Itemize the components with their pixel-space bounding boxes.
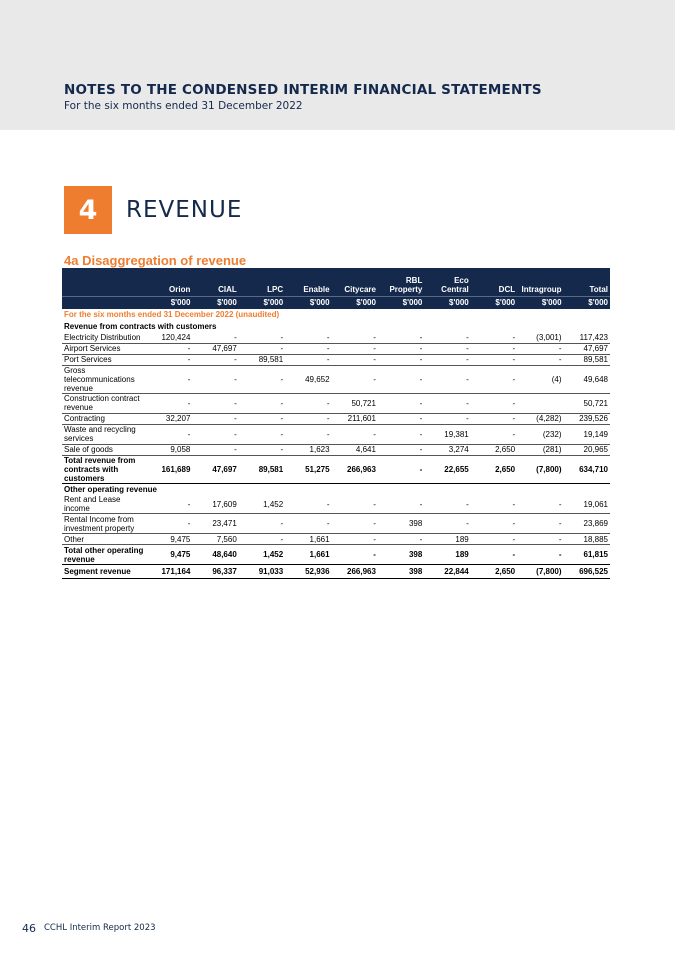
row-label: Waste and recycling services [62, 424, 146, 444]
cell-value: - [471, 424, 517, 444]
cell-value: - [192, 424, 238, 444]
cell-value: - [332, 343, 378, 354]
cell-value: (4) [517, 365, 563, 393]
cell-value: - [332, 424, 378, 444]
column-header-name: Enable [303, 284, 330, 294]
cell-value: (3,001) [517, 332, 563, 343]
cell-value: 23,869 [564, 514, 610, 534]
table-row [62, 495, 610, 514]
section-number-badge: 4 [64, 186, 112, 234]
cell-value: 18,885 [564, 534, 610, 545]
column-unit: $'000 [471, 296, 517, 309]
cell-value: - [378, 444, 424, 455]
cell-value: - [424, 365, 470, 393]
cell-value: - [424, 354, 470, 365]
cell-value: - [285, 413, 331, 424]
cell-value: 49,648 [564, 365, 610, 393]
row-label: Sale of goods [62, 444, 146, 455]
cell-value: - [424, 514, 470, 534]
subtotal-row [62, 455, 610, 483]
column-header [517, 268, 563, 296]
group-row [62, 483, 610, 495]
cell-value: - [285, 424, 331, 444]
row-label: Construction contract revenue [62, 393, 146, 413]
cell-value: - [517, 514, 563, 534]
cell-value: 23,471 [192, 514, 238, 534]
cell-value: 266,963 [332, 455, 378, 483]
cell-value: 9,475 [170, 550, 191, 559]
cell-value: - [192, 332, 238, 343]
column-header [332, 268, 378, 296]
cell-value: 32,207 [146, 413, 192, 424]
column-header-name: CIAL [218, 284, 237, 294]
cell-value: 189 [424, 534, 470, 545]
cell-value: - [192, 413, 238, 424]
row-label: Segment revenue [62, 565, 146, 579]
row-label: Rent and Lease income [62, 495, 146, 514]
cell-value: - [424, 413, 470, 424]
column-header [285, 268, 331, 296]
cell-value: 91,033 [239, 565, 285, 579]
cell-value: - [239, 514, 285, 534]
group-heading: Other operating revenue [64, 484, 157, 494]
column-header-top: Eco [454, 275, 469, 285]
cell-value: - [332, 514, 378, 534]
cell-value: - [512, 550, 516, 559]
cell-value: 4,641 [332, 444, 378, 455]
cell-value: - [517, 354, 563, 365]
cell-value: 398 [378, 514, 424, 534]
cell-value: 171,164 [146, 565, 192, 579]
row-label: Airport Services [62, 343, 146, 354]
cell-value: - [332, 354, 378, 365]
cell-value: - [192, 354, 238, 365]
cell-value: 50,721 [332, 393, 378, 413]
cell-value: 47,697 [564, 343, 610, 354]
cell-value: 17,609 [192, 495, 238, 514]
column-header-name: Property [389, 284, 423, 294]
cell-value: 1,661 [285, 534, 331, 545]
cell-value: - [517, 343, 563, 354]
table-row [62, 514, 610, 534]
cell-value: - [285, 495, 331, 514]
cell-value: 19,381 [424, 424, 470, 444]
cell-value: - [471, 365, 517, 393]
column-header-top: RBL [405, 275, 423, 285]
column-unit: $'000 [192, 296, 238, 309]
row-label: Gross telecommunications revenue [62, 365, 146, 393]
column-unit: $'000 [332, 296, 378, 309]
cell-value: - [239, 343, 285, 354]
cell-value: - [146, 495, 192, 514]
cell-value: 61,815 [583, 550, 608, 559]
cell-value: - [373, 550, 376, 559]
header-blank [62, 268, 146, 296]
cell-value: 1,623 [285, 444, 331, 455]
cell-value: 89,581 [239, 455, 285, 483]
row-label: Port Services [62, 354, 146, 365]
cell-value: 1,661 [309, 550, 330, 559]
cell-value: - [285, 343, 331, 354]
column-header-name: Citycare [344, 284, 376, 294]
cell-value: - [192, 444, 238, 455]
cell-value: 2,650 [471, 565, 517, 579]
cell-value: 2,650 [471, 455, 517, 483]
cell-value: 89,581 [239, 354, 285, 365]
column-header [424, 268, 470, 296]
cell-value: (7,800) [517, 565, 563, 579]
column-header [378, 268, 424, 296]
cell-value: 50,721 [564, 393, 610, 413]
cell-value: - [471, 343, 517, 354]
cell-value: - [378, 393, 424, 413]
cell-value: 20,965 [564, 444, 610, 455]
cell-value: - [332, 365, 378, 393]
cell-value: - [424, 393, 470, 413]
cell-value: 239,526 [564, 413, 610, 424]
cell-value: - [378, 332, 424, 343]
cell-value: 49,652 [285, 365, 331, 393]
cell-value: 47,697 [192, 343, 238, 354]
column-unit: $'000 [146, 296, 192, 309]
cell-value: - [146, 393, 192, 413]
cell-value: - [332, 534, 378, 545]
cell-value: - [517, 495, 563, 514]
cell-value: 9,058 [146, 444, 192, 455]
table-row [62, 424, 610, 444]
row-label: Total revenue from contracts with customers [62, 455, 146, 483]
column-header-name: LPC [267, 284, 284, 294]
cell-value: - [239, 444, 285, 455]
page-header-title: NOTES TO THE CONDENSED INTERIM FINANCIAL STATEMENTS [64, 82, 542, 98]
cell-value: - [424, 343, 470, 354]
cell-value: 189 [455, 550, 469, 559]
cell-value: - [424, 495, 470, 514]
cell-value: - [146, 343, 192, 354]
cell-value: 398 [378, 565, 424, 579]
cell-value: - [378, 455, 424, 483]
cell-value: (281) [517, 444, 563, 455]
row-label: Total other operating revenue [64, 545, 144, 564]
period-label: For the six months ended 31 December 2022 (unaudited) [64, 310, 280, 319]
cell-value: 19,149 [564, 424, 610, 444]
cell-value: 96,337 [192, 565, 238, 579]
cell-value: - [471, 413, 517, 424]
table-header [62, 268, 610, 309]
cell-value: 266,963 [332, 565, 378, 579]
cell-value: - [378, 495, 424, 514]
cell-value: - [239, 534, 285, 545]
subsection-heading: 4a Disaggregation of revenue [64, 253, 247, 268]
cell-value: - [146, 514, 192, 534]
column-header [471, 268, 517, 296]
cell-value: 120,424 [146, 332, 192, 343]
cell-value: - [378, 413, 424, 424]
subtotal-row [62, 545, 610, 565]
row-label: Rental Income from investment property [62, 514, 146, 534]
cell-value: (4,282) [517, 413, 563, 424]
cell-value: 1,452 [239, 495, 285, 514]
cell-value: - [332, 332, 378, 343]
column-unit: $'000 [285, 296, 331, 309]
cell-value: - [378, 343, 424, 354]
cell-value: - [146, 354, 192, 365]
page-number: 46 [22, 922, 36, 935]
cell-value: 52,936 [285, 565, 331, 579]
page-header-subtitle: For the six months ended 31 December 2022 [64, 100, 303, 112]
section-title: REVENUE [126, 197, 243, 223]
table-row [62, 393, 610, 413]
cell-value: - [146, 424, 192, 444]
cell-value: 89,581 [564, 354, 610, 365]
cell-value: - [471, 514, 517, 534]
cell-value: 161,689 [146, 455, 192, 483]
row-label: Electricity Distribution [62, 332, 146, 343]
column-unit: $'000 [564, 296, 610, 309]
cell-value: 3,274 [424, 444, 470, 455]
cell-value: 22,655 [424, 455, 470, 483]
report-name: CCHL Interim Report 2023 [44, 923, 156, 933]
table-row [62, 444, 610, 455]
cell-value: 47,697 [192, 455, 238, 483]
column-header [239, 268, 285, 296]
cell-value: - [517, 534, 563, 545]
column-header-name: Orion [169, 284, 191, 294]
cell-value: (232) [517, 424, 563, 444]
table-row [62, 332, 610, 343]
cell-value: 2,650 [471, 444, 517, 455]
column-unit: $'000 [517, 296, 563, 309]
cell-value: - [471, 534, 517, 545]
cell-value: - [471, 495, 517, 514]
cell-value: - [378, 365, 424, 393]
cell-value: - [239, 413, 285, 424]
cell-value: 117,423 [564, 332, 610, 343]
cell-value: 22,844 [424, 565, 470, 579]
cell-value: - [239, 393, 285, 413]
cell-value: - [378, 534, 424, 545]
column-unit: $'000 [239, 296, 285, 309]
row-label: Contracting [62, 413, 146, 424]
cell-value: 211,601 [332, 413, 378, 424]
cell-value: 19,061 [564, 495, 610, 514]
revenue-table-container [62, 268, 610, 579]
cell-value: 696,525 [564, 565, 610, 579]
table-row [62, 534, 610, 545]
column-header [192, 268, 238, 296]
cell-value: 7,560 [192, 534, 238, 545]
revenue-table [62, 268, 610, 579]
cell-value: - [192, 393, 238, 413]
cell-value: 51,275 [285, 455, 331, 483]
column-unit: $'000 [424, 296, 470, 309]
column-header-name: Total [589, 284, 608, 294]
column-unit: $'000 [378, 296, 424, 309]
column-header [564, 268, 610, 296]
cell-value: - [146, 365, 192, 393]
cell-value: - [424, 332, 470, 343]
cell-value: - [378, 424, 424, 444]
table-row [62, 343, 610, 354]
table-row [62, 365, 610, 393]
cell-value: 9,475 [146, 534, 192, 545]
column-header [146, 268, 192, 296]
cell-value: - [332, 495, 378, 514]
segment-total-row [62, 565, 610, 579]
cell-value: - [285, 332, 331, 343]
cell-value: - [471, 332, 517, 343]
cell-value: - [239, 424, 285, 444]
column-header-name: Intragroup [521, 284, 562, 294]
cell-value: 1,452 [263, 550, 284, 559]
cell-value: - [239, 332, 285, 343]
cell-value: - [285, 354, 331, 365]
row-label: Other [62, 534, 146, 545]
cell-value: - [471, 393, 517, 413]
cell-value: - [558, 550, 562, 559]
cell-value: 48,640 [212, 550, 237, 559]
cell-value: (7,800) [517, 455, 563, 483]
cell-value: - [192, 365, 238, 393]
cell-value: - [471, 354, 517, 365]
cell-value: - [285, 514, 331, 534]
cell-value: - [285, 393, 331, 413]
cell-value: - [239, 365, 285, 393]
table-row [62, 354, 610, 365]
cell-value: 634,710 [564, 455, 610, 483]
cell-value: 398 [408, 550, 423, 559]
table-body [62, 309, 610, 579]
column-header-name: DCL [498, 284, 516, 294]
table-row [62, 413, 610, 424]
cell-value [517, 393, 563, 413]
header-blank [62, 296, 146, 309]
cell-value: - [378, 354, 424, 365]
group-heading: Revenue from contracts with customers [64, 321, 217, 331]
column-header-name: Central [441, 284, 469, 294]
